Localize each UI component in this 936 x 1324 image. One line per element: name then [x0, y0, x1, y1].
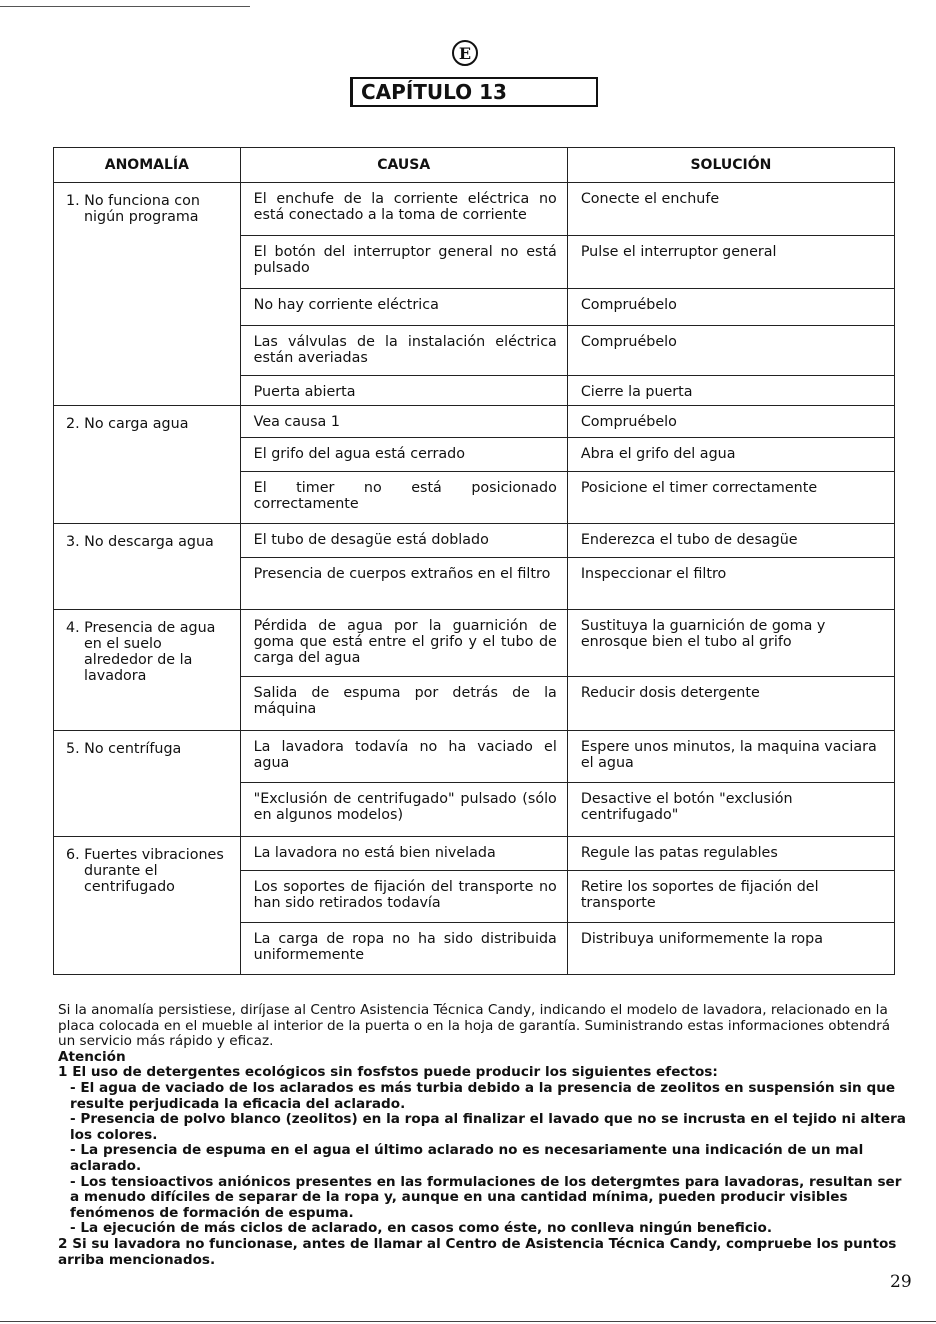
chapter-title: CAPÍTULO 13 — [350, 77, 598, 107]
solution-cell: Compruébelo — [567, 289, 894, 326]
cause-cell: La carga de ropa no ha sido distribuida uniformemente — [240, 923, 567, 975]
anomaly-cell — [54, 837, 241, 975]
table-header-row — [54, 148, 895, 183]
cause-cell: El botón del interruptor general no está pulsado — [240, 236, 567, 289]
notes-attention: Atención — [58, 1048, 126, 1065]
cause-cell: La lavadora todavía no ha vaciado el agua — [240, 731, 567, 783]
cause-cell: Los soportes de fijación del transporte no han sido retirados todavía — [240, 871, 567, 923]
anomaly-text: 5. No centrífuga — [66, 741, 182, 757]
notes-sub-3: - La presencia de espuma en el agua el último aclarado no es necesariamente una indicación de un mal aclarado. — [70, 1142, 864, 1174]
notes-sub-2: - Presencia de polvo blanco (zeolitos) en la ropa al finalizar el lavado que no se incrusta en el tejido ni altera los colores. — [70, 1111, 906, 1143]
cause-cell: La lavadora no está bien nivelada — [240, 837, 567, 871]
cause-cell: El enchufe de la corriente eléctrica no está conectado a la toma de corriente — [240, 183, 567, 236]
notes-item-1: 1 El uso de detergentes ecológicos sin fosfstos puede producir los siguientes efectos: — [58, 1064, 718, 1081]
table-row — [54, 524, 895, 558]
solution-cell: Regule las patas regulables — [567, 837, 894, 871]
anomaly-text: 3. No descarga agua — [66, 534, 214, 550]
anomaly-text: 2. No carga agua — [66, 416, 189, 432]
solution-cell: Reducir dosis detergente — [567, 677, 894, 731]
table-row — [54, 731, 895, 783]
cause-cell: Las válvulas de la instalación eléctrica están averiadas — [240, 326, 567, 376]
solution-cell: Enderezca el tubo de desagüe — [567, 524, 894, 558]
header-solucion: SOLUCIÓN — [567, 148, 894, 183]
troubleshooting-table — [53, 147, 895, 975]
page-number: 29 — [890, 1272, 912, 1292]
anomaly-cell — [54, 610, 241, 731]
solution-cell: Conecte el enchufe — [567, 183, 894, 236]
solution-cell: Retire los soportes de fijación del transporte — [567, 871, 894, 923]
bottom-rule — [0, 1321, 936, 1322]
solution-cell: Pulse el interruptor general — [567, 236, 894, 289]
cause-cell: Vea causa 1 — [240, 406, 567, 438]
top-rule — [0, 6, 250, 7]
cause-cell: El tubo de desagüe está doblado — [240, 524, 567, 558]
cause-cell: El grifo del agua está cerrado — [240, 438, 567, 472]
solution-cell: Cierre la puerta — [567, 376, 894, 406]
notes-sub-4: - Los tensioactivos aniónicos presentes en las formulaciones de los detergmtes para lavadoras, resultan ser a menudo difíciles de separar de la ropa y, aunque en una cantidad mínima, pueden producir visibles fenómenos de formación de espuma. — [70, 1173, 902, 1221]
cause-cell: Presencia de cuerpos extraños en el filtro — [240, 558, 567, 610]
table-row — [54, 406, 895, 438]
cause-cell: Salida de espuma por detrás de la máquina — [240, 677, 567, 731]
notes-sub-1: - El agua de vaciado de los aclarados es más turbia debido a la presencia de zeolitos en suspensión sin que resulte perjudicada la eficacia del aclarado. — [70, 1079, 896, 1112]
table-row — [54, 183, 895, 236]
table-row — [54, 610, 895, 677]
solution-cell: Distribuya uniformemente la ropa — [567, 923, 894, 975]
anomaly-text: 6. Fuertes vibraciones durante el centrifugado — [66, 847, 224, 895]
notes-sub-5: - La ejecución de más ciclos de aclarado, en casos como éste, no conlleva ningún beneficio. — [70, 1220, 773, 1237]
solution-cell: Posicione el timer correctamente — [567, 472, 894, 524]
anomaly-cell — [54, 524, 241, 610]
cause-cell: Puerta abierta — [240, 376, 567, 406]
solution-cell: Compruébelo — [567, 406, 894, 438]
language-mark-icon: E — [452, 40, 478, 66]
solution-cell: Espere unos minutos, la maquina vaciara el agua — [567, 731, 894, 783]
solution-cell: Compruébelo — [567, 326, 894, 376]
cause-cell: El timer no está posicionado correctamente — [240, 472, 567, 524]
table-body — [54, 183, 895, 975]
solution-cell: Abra el grifo del agua — [567, 438, 894, 472]
solution-cell: Sustituya la guarnición de goma y enrosque bien el tubo al grifo — [567, 610, 894, 677]
anomaly-cell — [54, 406, 241, 524]
anomaly-text: 4. Presencia de agua en el suelo alrededor de la lavadora — [66, 620, 216, 684]
notes-intro: Si la anomalía persistiese, diríjase al Centro Asistencia Técnica Candy, indicando el modelo de lavadora, relacionado en la placa colocada en el mueble al interior de la puerta o en la hoja de garantía. Suministrando estas informaciones obtendrá un servicio más rápido y eficaz. — [58, 1002, 891, 1050]
solution-cell: Inspeccionar el filtro — [567, 558, 894, 610]
cause-cell: No hay corriente eléctrica — [240, 289, 567, 326]
notes-section — [58, 1003, 908, 1268]
table-row — [54, 837, 895, 871]
solution-cell: Desactive el botón "exclusión centrifugado" — [567, 783, 894, 837]
cause-cell: Pérdida de agua por la guarnición de goma que está entre el grifo y el tubo de carga del agua — [240, 610, 567, 677]
notes-item-2: 2 Si su lavadora no funcionase, antes de llamar al Centro de Asistencia Técnica Candy, compruebe los puntos arriba mencionados. — [58, 1235, 897, 1268]
header-causa: CAUSA — [240, 148, 567, 183]
cause-cell: "Exclusión de centrifugado" pulsado (sólo en algunos modelos) — [240, 783, 567, 837]
anomaly-cell — [54, 183, 241, 406]
anomaly-cell — [54, 731, 241, 837]
header-anomalia: ANOMALÍA — [54, 148, 241, 183]
anomaly-text: 1. No funciona con nigún programa — [66, 193, 200, 225]
